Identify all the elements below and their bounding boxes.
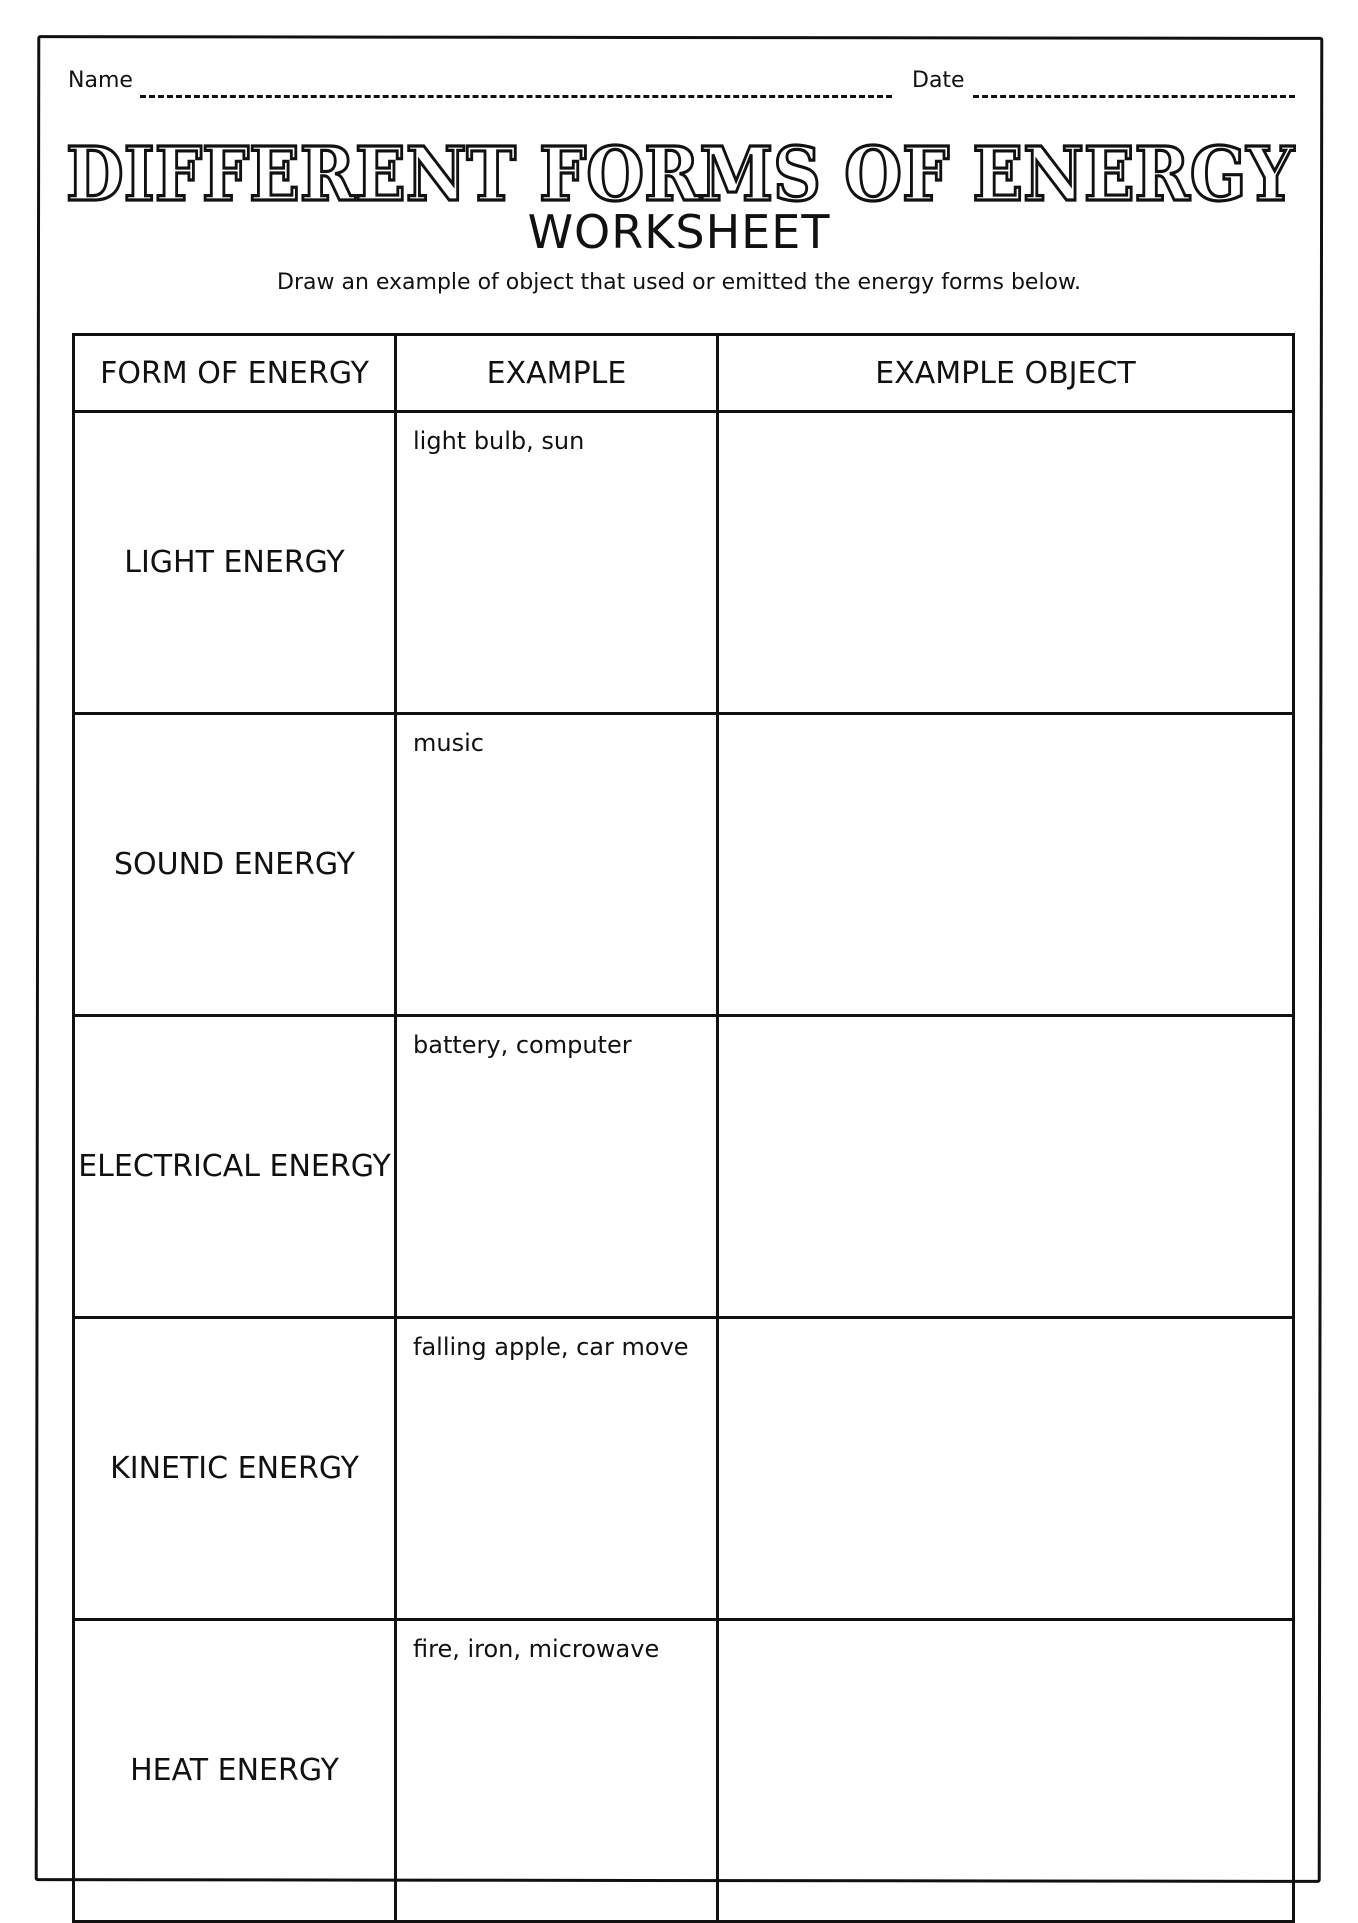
drawing-area-light[interactable] xyxy=(718,412,1294,714)
name-field-line[interactable] xyxy=(140,95,892,98)
table-row xyxy=(74,1318,1294,1620)
column-header-form: FORM OF ENERGY xyxy=(74,335,396,412)
example-cell-heat: fire, iron, microwave xyxy=(396,1620,718,1922)
form-cell-light: LIGHT ENERGY xyxy=(74,412,396,714)
name-label: Name xyxy=(68,68,133,93)
instructions-text: Draw an example of object that used or emitted the energy forms below. xyxy=(277,270,1081,295)
drawing-area-kinetic[interactable] xyxy=(718,1318,1294,1620)
drawing-area-sound[interactable] xyxy=(718,714,1294,1016)
table-row xyxy=(74,412,1294,714)
example-cell-electrical: battery, computer xyxy=(396,1016,718,1318)
example-cell-sound: music xyxy=(396,714,718,1016)
drawing-area-electrical[interactable] xyxy=(718,1016,1294,1318)
table-row xyxy=(74,1620,1294,1922)
energy-table xyxy=(72,333,1295,1923)
form-cell-heat: HEAT ENERGY xyxy=(74,1620,396,1922)
header-row xyxy=(68,68,1293,102)
table-row xyxy=(74,1016,1294,1318)
date-label: Date xyxy=(912,68,965,93)
form-cell-kinetic: KINETIC ENERGY xyxy=(74,1318,396,1620)
form-cell-sound: SOUND ENERGY xyxy=(74,714,396,1016)
column-header-example-object: EXAMPLE OBJECT xyxy=(718,335,1294,412)
column-header-example: EXAMPLE xyxy=(396,335,718,412)
table-header-row xyxy=(74,335,1294,412)
date-field-line[interactable] xyxy=(973,95,1295,98)
worksheet-title xyxy=(60,122,1300,218)
example-cell-light: light bulb, sun xyxy=(396,412,718,714)
example-cell-kinetic: falling apple, car move xyxy=(396,1318,718,1620)
table-row xyxy=(74,714,1294,1016)
form-cell-electrical: ELECTRICAL ENERGY xyxy=(74,1016,396,1318)
title-text: DIFFERENT FORMS OF ENERGY xyxy=(66,132,1296,218)
drawing-area-heat[interactable] xyxy=(718,1620,1294,1922)
worksheet-subtitle: WORKSHEET xyxy=(527,205,831,259)
